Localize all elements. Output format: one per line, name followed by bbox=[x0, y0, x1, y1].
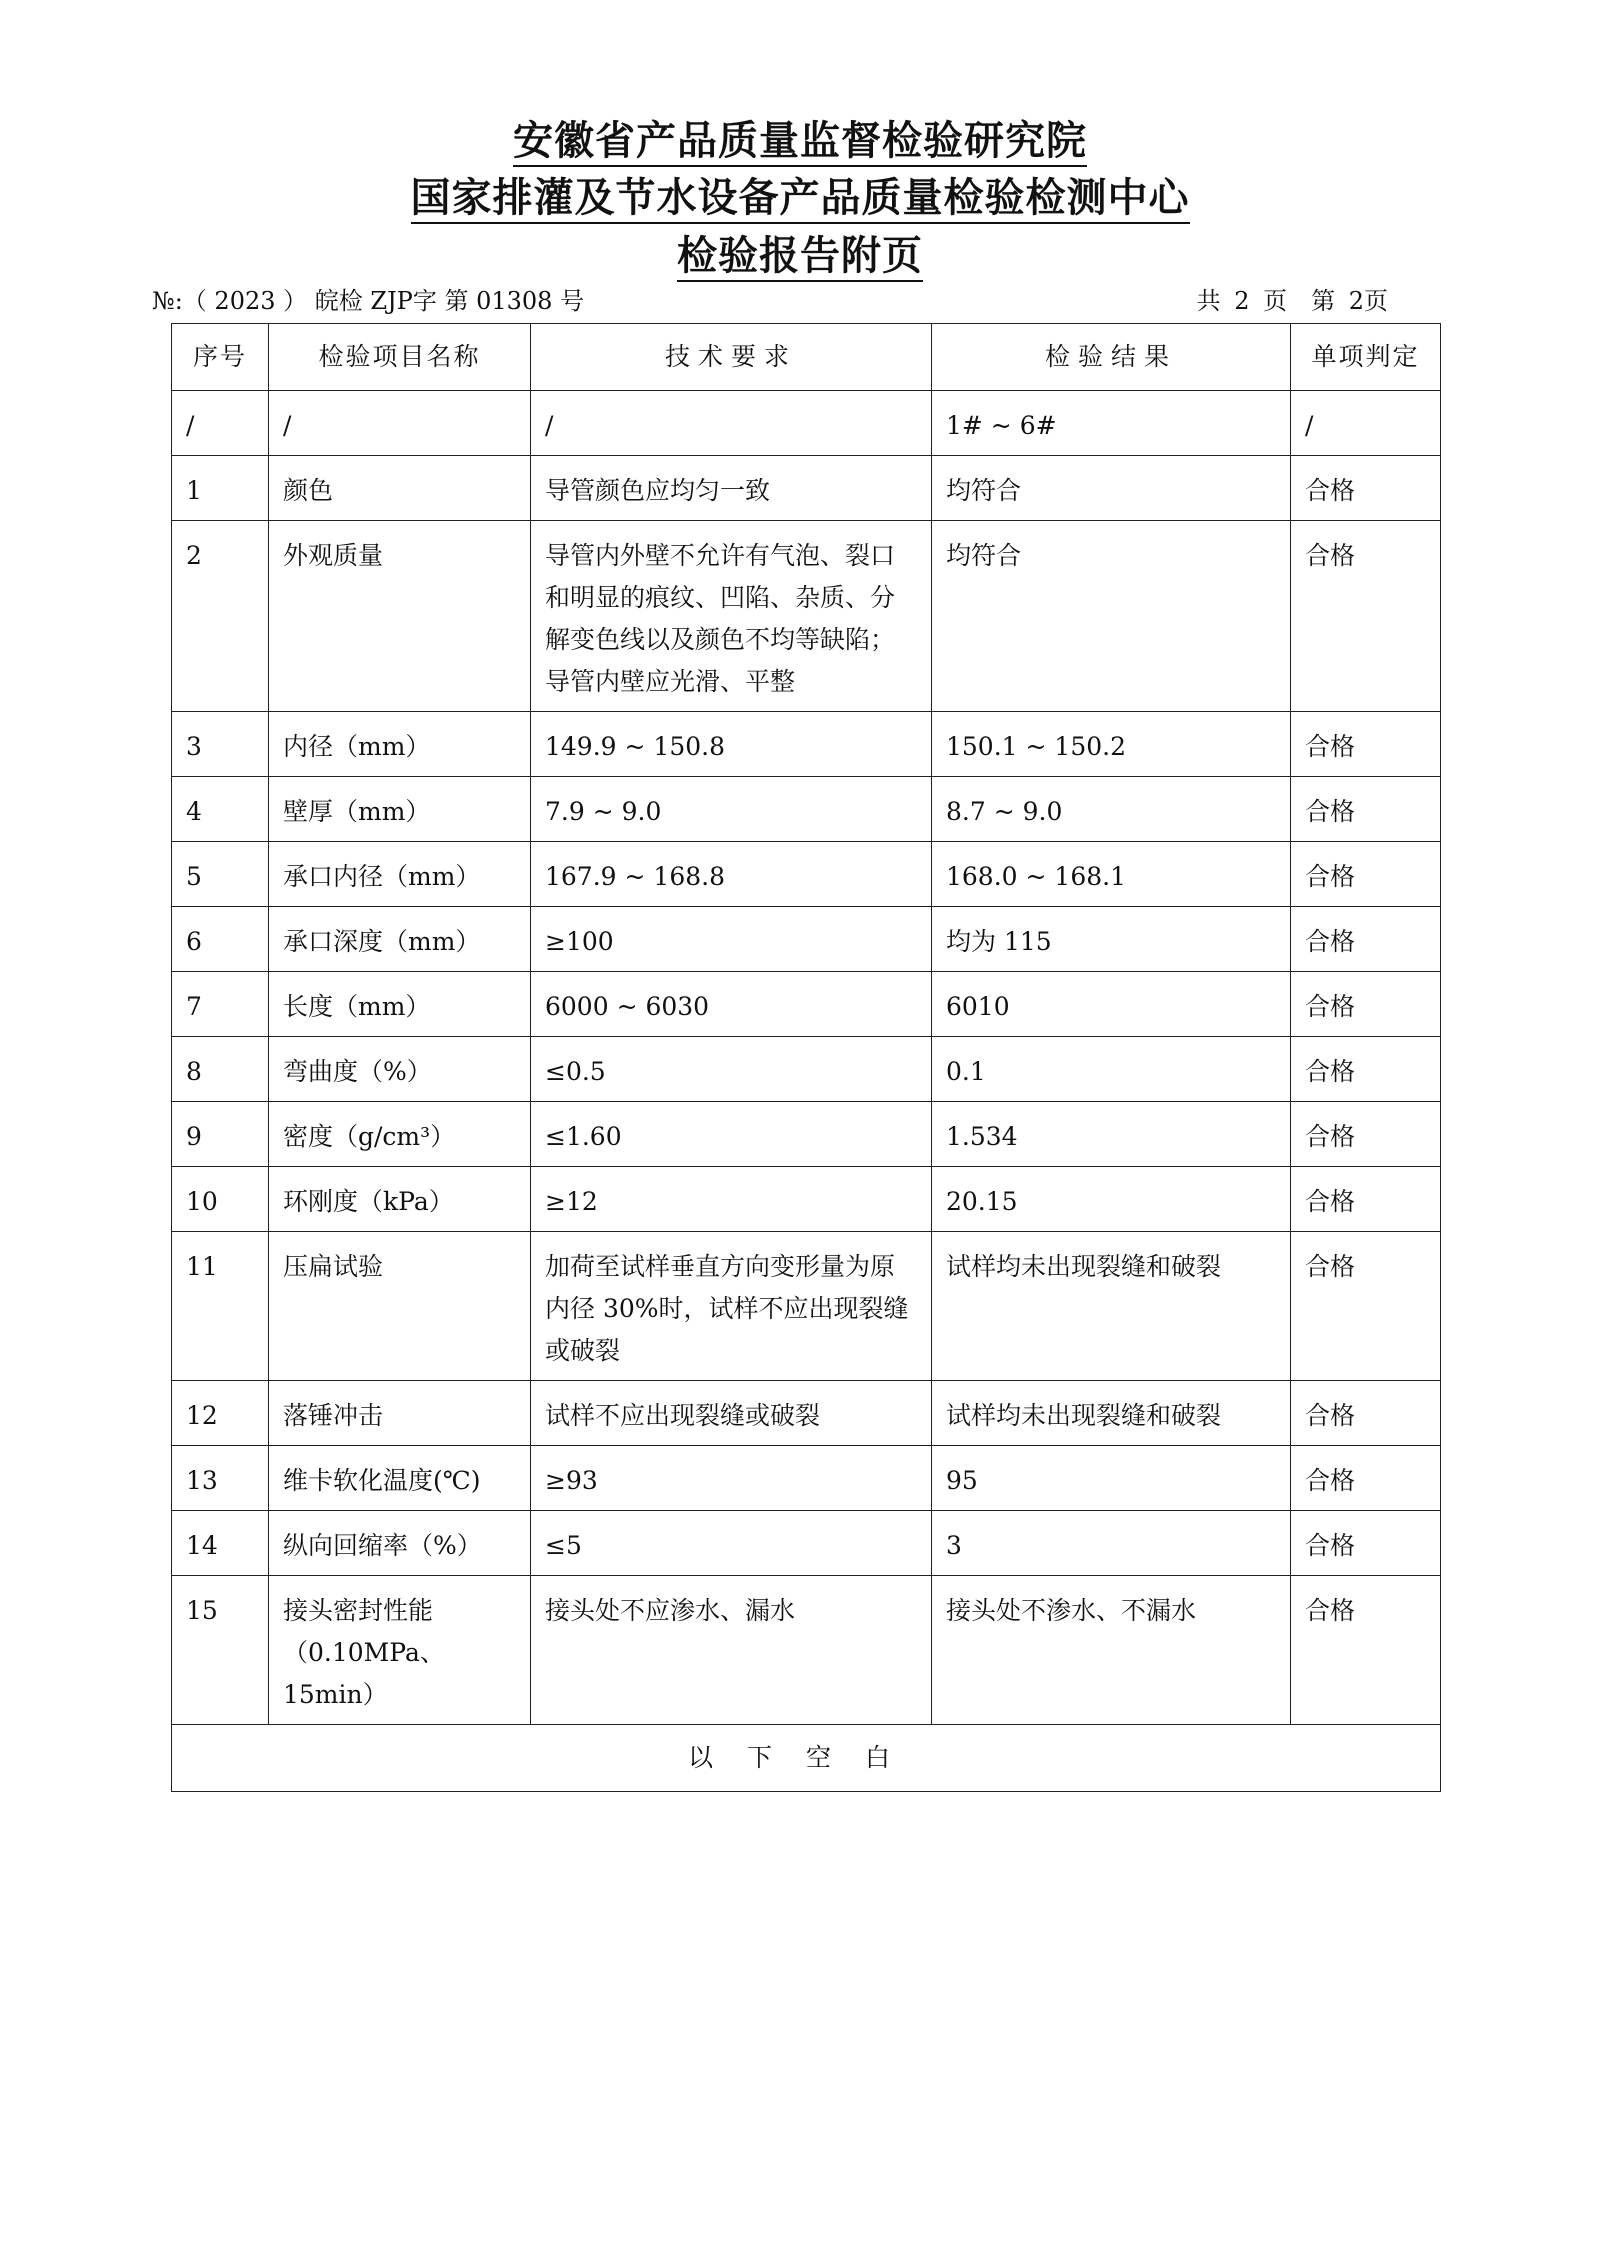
cell-requirement: ≤0.5 bbox=[531, 1037, 932, 1102]
cell-result: 3 bbox=[932, 1511, 1291, 1576]
blank-below-note: 以下空白 bbox=[172, 1725, 1441, 1792]
cell-result: 接头处不渗水、不漏水 bbox=[932, 1576, 1291, 1725]
cell-result: 95 bbox=[932, 1446, 1291, 1511]
header-result: 检验结果 bbox=[932, 324, 1291, 391]
cell-seq: 14 bbox=[172, 1511, 269, 1576]
cell-result: 8.7 ~ 9.0 bbox=[932, 777, 1291, 842]
cell-requirement: 167.9 ~ 168.8 bbox=[531, 842, 932, 907]
cell-verdict: 合格 bbox=[1291, 777, 1441, 842]
cell-requirement: ≤5 bbox=[531, 1511, 932, 1576]
cell-seq: 1 bbox=[172, 456, 269, 521]
cell-result: 均为 115 bbox=[932, 907, 1291, 972]
cell-item: 壁厚（mm） bbox=[269, 777, 531, 842]
cell-item: 维卡软化温度(℃) bbox=[269, 1446, 531, 1511]
cell-seq: 9 bbox=[172, 1102, 269, 1167]
cell-seq: 6 bbox=[172, 907, 269, 972]
cell-verdict: 合格 bbox=[1291, 1446, 1441, 1511]
cell-seq: 15 bbox=[172, 1576, 269, 1725]
table-row bbox=[172, 777, 1441, 842]
cell-item: 外观质量 bbox=[269, 521, 531, 712]
cell-verdict: / bbox=[1291, 391, 1441, 456]
cell-requirement: ≤1.60 bbox=[531, 1102, 932, 1167]
table-row bbox=[172, 907, 1441, 972]
table-row bbox=[172, 1381, 1441, 1446]
table-row bbox=[172, 391, 1441, 456]
cell-seq: 4 bbox=[172, 777, 269, 842]
cell-requirement: 导管颜色应均匀一致 bbox=[531, 456, 932, 521]
header-seq: 序号 bbox=[172, 324, 269, 391]
cell-verdict: 合格 bbox=[1291, 712, 1441, 777]
cell-requirement: 试样不应出现裂缝或破裂 bbox=[531, 1381, 932, 1446]
cell-result: 168.0 ~ 168.1 bbox=[932, 842, 1291, 907]
table-row bbox=[172, 1232, 1441, 1381]
cell-verdict: 合格 bbox=[1291, 456, 1441, 521]
cell-result: 1.534 bbox=[932, 1102, 1291, 1167]
cell-item: 纵向回缩率（%） bbox=[269, 1511, 531, 1576]
table-row bbox=[172, 521, 1441, 712]
cell-item: / bbox=[269, 391, 531, 456]
cell-item: 承口深度（mm） bbox=[269, 907, 531, 972]
cell-verdict: 合格 bbox=[1291, 907, 1441, 972]
cell-requirement: 6000 ~ 6030 bbox=[531, 972, 932, 1037]
cell-verdict: 合格 bbox=[1291, 1381, 1441, 1446]
table-body bbox=[172, 391, 1441, 1725]
cell-verdict: 合格 bbox=[1291, 1102, 1441, 1167]
table-footer-row bbox=[172, 1725, 1441, 1792]
cell-seq: / bbox=[172, 391, 269, 456]
cell-item: 接头密封性能（0.10MPa、15min） bbox=[269, 1576, 531, 1725]
cell-requirement: ≥12 bbox=[531, 1167, 932, 1232]
cell-seq: 2 bbox=[172, 521, 269, 712]
table-header-row bbox=[172, 324, 1441, 391]
cell-requirement: ≥93 bbox=[531, 1446, 932, 1511]
institute-name: 安徽省产品质量监督检验研究院 bbox=[0, 113, 1600, 169]
cell-requirement: 7.9 ~ 9.0 bbox=[531, 777, 932, 842]
cell-verdict: 合格 bbox=[1291, 521, 1441, 712]
cell-result: 均符合 bbox=[932, 456, 1291, 521]
table-row bbox=[172, 1576, 1441, 1725]
cell-seq: 12 bbox=[172, 1381, 269, 1446]
cell-requirement: 加荷至试样垂直方向变形量为原内径 30%时，试样不应出现裂缝或破裂 bbox=[531, 1232, 932, 1381]
cell-result: 20.15 bbox=[932, 1167, 1291, 1232]
cell-result: 均符合 bbox=[932, 521, 1291, 712]
cell-item: 颜色 bbox=[269, 456, 531, 521]
header-requirement: 技术要求 bbox=[531, 324, 932, 391]
inspection-table bbox=[171, 323, 1441, 1792]
cell-result: 试样均未出现裂缝和破裂 bbox=[932, 1232, 1291, 1381]
cell-verdict: 合格 bbox=[1291, 1232, 1441, 1381]
cell-seq: 13 bbox=[172, 1446, 269, 1511]
cell-result: 150.1 ~ 150.2 bbox=[932, 712, 1291, 777]
cell-item: 压扁试验 bbox=[269, 1232, 531, 1381]
cell-result: 1# ~ 6# bbox=[932, 391, 1291, 456]
cell-seq: 7 bbox=[172, 972, 269, 1037]
cell-verdict: 合格 bbox=[1291, 1167, 1441, 1232]
table-row bbox=[172, 972, 1441, 1037]
cell-seq: 10 bbox=[172, 1167, 269, 1232]
header-item: 检验项目名称 bbox=[269, 324, 531, 391]
cell-requirement: / bbox=[531, 391, 932, 456]
cell-seq: 8 bbox=[172, 1037, 269, 1102]
cell-verdict: 合格 bbox=[1291, 972, 1441, 1037]
cell-item: 承口内径（mm） bbox=[269, 842, 531, 907]
table-row bbox=[172, 1511, 1441, 1576]
table-row bbox=[172, 1037, 1441, 1102]
cell-result: 0.1 bbox=[932, 1037, 1291, 1102]
report-number: №:（ 2023 ） 皖检 ZJP字 第 01308 号 bbox=[152, 287, 585, 315]
cell-requirement: 导管内外壁不允许有气泡、裂口和明显的痕纹、凹陷、杂质、分解变色线以及颜色不均等缺陷；导管内壁应光滑、平整 bbox=[531, 521, 932, 712]
center-name: 国家排灌及节水设备产品质量检验检测中心 bbox=[0, 170, 1600, 226]
cell-verdict: 合格 bbox=[1291, 1037, 1441, 1102]
cell-item: 密度（g/cm³） bbox=[269, 1102, 531, 1167]
table-row bbox=[172, 1446, 1441, 1511]
cell-seq: 5 bbox=[172, 842, 269, 907]
cell-requirement: 接头处不应渗水、漏水 bbox=[531, 1576, 932, 1725]
table-row bbox=[172, 456, 1441, 521]
page-indicator: 共 2 页 第 2页 bbox=[1196, 287, 1388, 315]
cell-verdict: 合格 bbox=[1291, 1511, 1441, 1576]
table-row bbox=[172, 712, 1441, 777]
cell-item: 环刚度（kPa） bbox=[269, 1167, 531, 1232]
cell-item: 落锤冲击 bbox=[269, 1381, 531, 1446]
cell-requirement: ≥100 bbox=[531, 907, 932, 972]
table-row bbox=[172, 842, 1441, 907]
cell-requirement: 149.9 ~ 150.8 bbox=[531, 712, 932, 777]
report-title: 检验报告附页 bbox=[0, 228, 1600, 284]
cell-item: 长度（mm） bbox=[269, 972, 531, 1037]
cell-item: 弯曲度（%） bbox=[269, 1037, 531, 1102]
cell-result: 试样均未出现裂缝和破裂 bbox=[932, 1381, 1291, 1446]
cell-seq: 11 bbox=[172, 1232, 269, 1381]
table-row bbox=[172, 1102, 1441, 1167]
table-row bbox=[172, 1167, 1441, 1232]
cell-verdict: 合格 bbox=[1291, 1576, 1441, 1725]
cell-verdict: 合格 bbox=[1291, 842, 1441, 907]
cell-result: 6010 bbox=[932, 972, 1291, 1037]
cell-item: 内径（mm） bbox=[269, 712, 531, 777]
header-verdict: 单项判定 bbox=[1291, 324, 1441, 391]
cell-seq: 3 bbox=[172, 712, 269, 777]
